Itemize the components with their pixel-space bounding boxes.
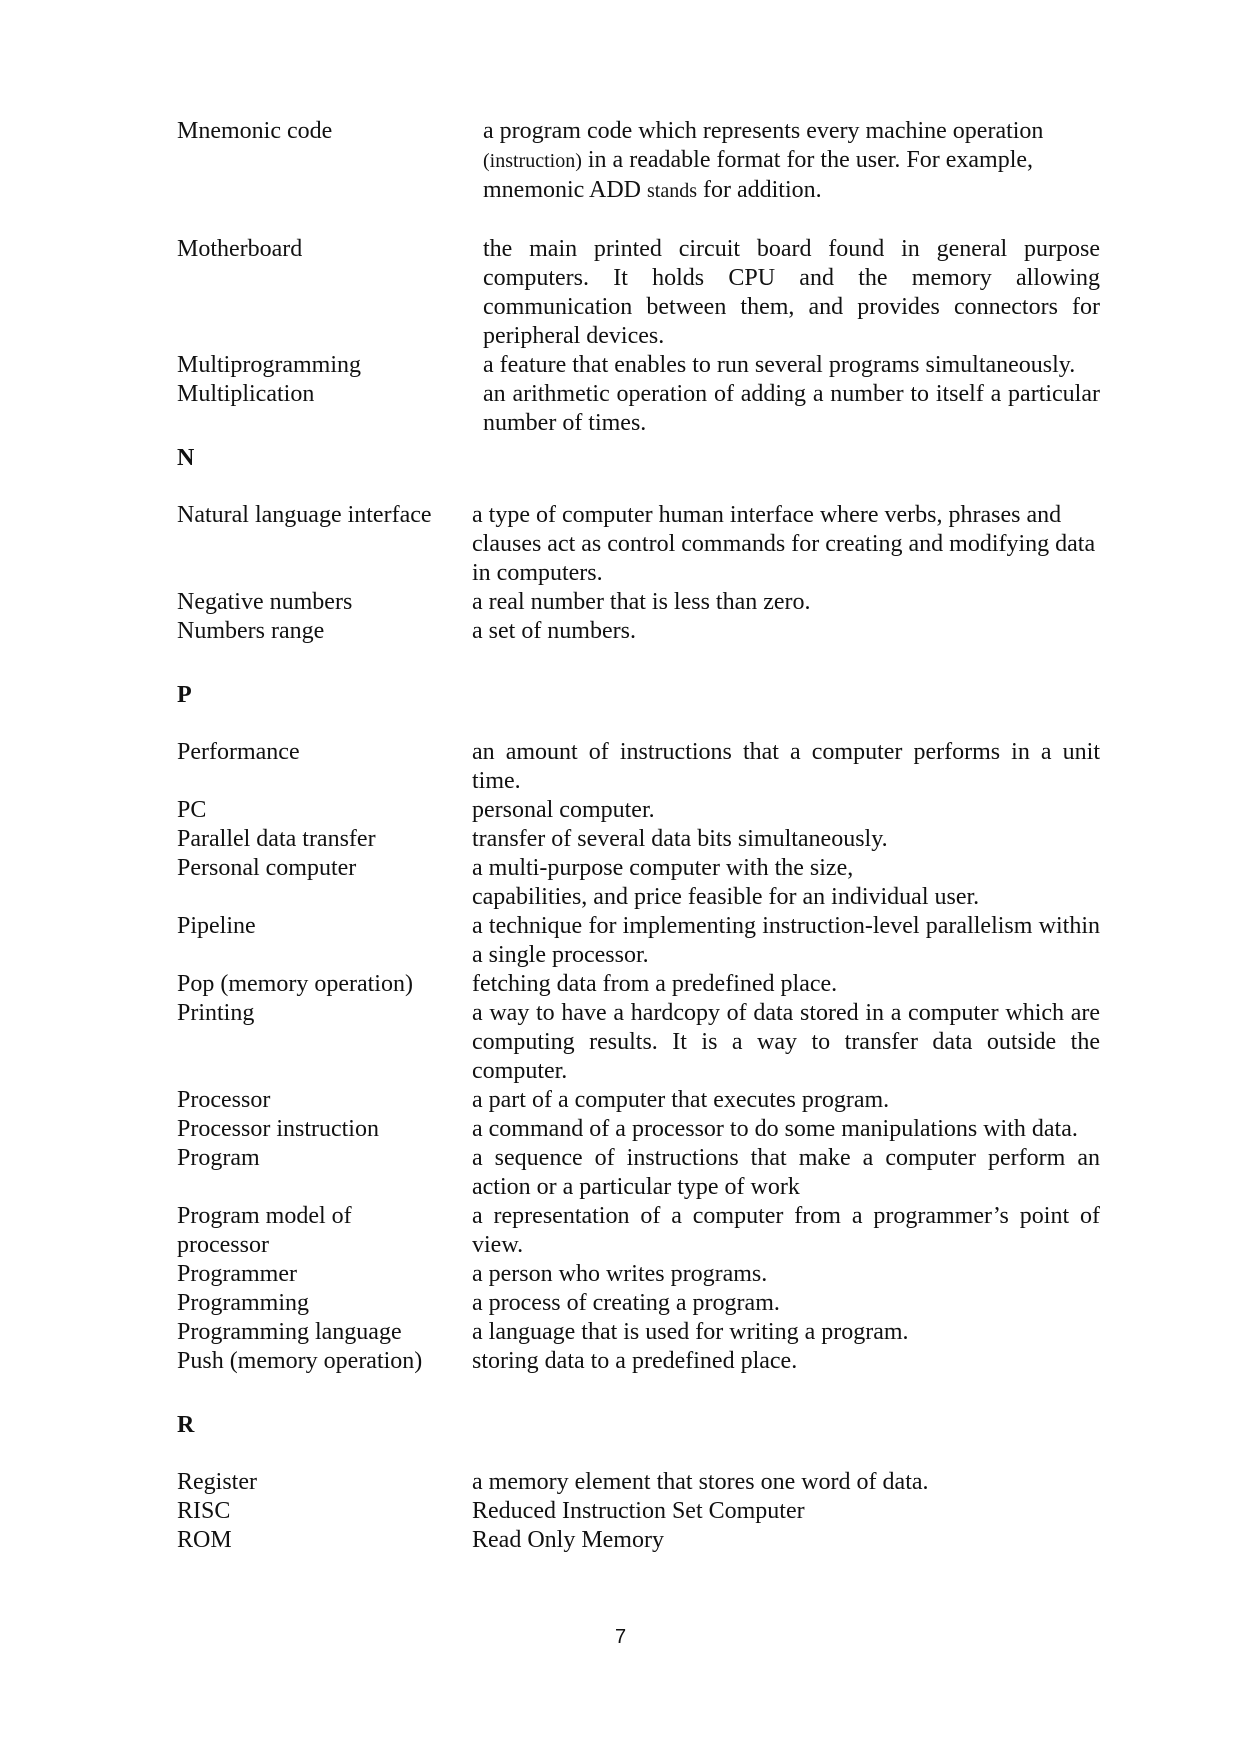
entry-term: ROM [177, 1527, 232, 1553]
entry-term: Processor instruction [177, 1116, 379, 1142]
glossary-page [177, 117, 1100, 1555]
glossary-entry [177, 1497, 1100, 1526]
entry-definition: a part of a computer that executes program. [472, 1087, 890, 1113]
entry-term: Programming [177, 1290, 309, 1316]
glossary-entry [177, 1289, 1100, 1318]
glossary-entry [177, 617, 1100, 646]
glossary-entry [177, 588, 1100, 617]
entry-term: Push (memory operation) [177, 1348, 423, 1374]
entry-definition: a set of numbers. [472, 618, 636, 644]
entry-term: Pipeline [177, 913, 256, 939]
section-m [177, 117, 1100, 438]
glossary-entry [177, 117, 1100, 206]
entry-term: Natural language interface [177, 502, 432, 528]
glossary-entry [177, 351, 1100, 380]
entry-definition: a feature that enables to run several programs simultaneously. [483, 352, 1076, 378]
entry-definition: a language that is used for writing a program. [472, 1319, 909, 1345]
entry-definition: a technique for implementing instruction-level parallelism within a single processor. [472, 913, 1100, 968]
term-line: processor [177, 1232, 269, 1258]
entry-definition: a command of a processor to do some manipulations with data. [472, 1116, 1078, 1142]
glossary-entry [177, 1260, 1100, 1289]
entry-term: PC [177, 797, 207, 823]
entry-definition: storing data to a predefined place. [472, 1348, 798, 1374]
entry-term: Program [177, 1145, 260, 1171]
entry-term: Performance [177, 739, 300, 765]
glossary-entry [177, 1318, 1100, 1347]
glossary-entry [177, 912, 1100, 970]
entry-term: Personal computer [177, 855, 357, 881]
glossary-entry [177, 1144, 1100, 1202]
entry-term: Mnemonic code [177, 118, 333, 144]
entry-term: Negative numbers [177, 589, 353, 615]
entry-definition: a way to have a hardcopy of data stored in a computer which are computing results. It is a way to transfer data outside the computer. [472, 1000, 1100, 1084]
entry-definition: fetching data from a predefined place. [472, 971, 838, 997]
definition-line: a multi-purpose computer with the size, [472, 855, 854, 881]
entry-term: Programmer [177, 1261, 297, 1287]
entry-definition: transfer of several data bits simultaneously. [472, 826, 888, 852]
entry-definition: a process of creating a program. [472, 1290, 780, 1316]
entry-definition: Reduced Instruction Set Computer [472, 1498, 805, 1524]
entry-term: Processor [177, 1087, 271, 1113]
entry-definition: a person who writes programs. [472, 1261, 768, 1287]
entry-definition: the main printed circuit board found in general purpose computers. It holds CPU and the memory allowing communication between them, and provides connectors for peripheral devices. [483, 236, 1100, 349]
entry-term: Motherboard [177, 236, 303, 262]
entry-term: RISC [177, 1498, 231, 1524]
entry-term: Programming language [177, 1319, 402, 1345]
entry-term [177, 1202, 472, 1260]
section-r [177, 1468, 1100, 1555]
entry-term: Multiprogramming [177, 352, 361, 378]
entry-definition: a real number that is less than zero. [472, 589, 811, 615]
entry-definition: a type of computer human interface where verbs, phrases and clauses act as control commands for creating and modifying data in computers. [472, 502, 1096, 586]
entry-term: Multiplication [177, 381, 315, 407]
glossary-entry [177, 501, 1100, 588]
glossary-entry [177, 1468, 1100, 1497]
glossary-entry [177, 970, 1100, 999]
term-line: Program model of [177, 1203, 352, 1229]
glossary-entry [177, 380, 1100, 438]
glossary-entry [177, 1347, 1100, 1376]
entry-term: Numbers range [177, 618, 325, 644]
entry-term: Register [177, 1469, 257, 1495]
entry-definition: a memory element that stores one word of data. [472, 1469, 929, 1495]
glossary-entry [177, 1202, 1100, 1260]
glossary-entry [177, 1115, 1100, 1144]
glossary-entry [177, 999, 1100, 1086]
glossary-entry [177, 1086, 1100, 1115]
glossary-entry [177, 738, 1100, 796]
entry-definition: an amount of instructions that a computer performs in a unit time. [472, 739, 1100, 794]
glossary-entry [177, 235, 1100, 351]
section-letter-n: N [177, 445, 195, 471]
entry-definition: a representation of a computer from a programmer’s point of view. [472, 1203, 1100, 1258]
entry-term: Parallel data transfer [177, 826, 376, 852]
page-number: 7 [614, 1626, 627, 1648]
section-letter-r: R [177, 1412, 195, 1438]
section-n [177, 501, 1100, 646]
entry-definition: a sequence of instructions that make a computer perform an action or a particular type of work [472, 1145, 1100, 1200]
glossary-entry [177, 825, 1100, 854]
entry-definition: a program code which represents every machine operation (instruction) in a readable format for the user. For example, mnemonic ADD stands for addition. [483, 118, 1044, 203]
entry-definition [472, 854, 1100, 912]
entry-definition: Read Only Memory [472, 1527, 664, 1553]
glossary-entry [177, 796, 1100, 825]
entry-definition: an arithmetic operation of adding a number to itself a particular number of times. [483, 381, 1100, 436]
entry-term: Printing [177, 1000, 255, 1026]
entry-definition: personal computer. [472, 797, 655, 823]
glossary-entry [177, 854, 1100, 912]
definition-line: capabilities, and price feasible for an individual user. [472, 884, 980, 910]
section-letter-p: P [177, 682, 192, 708]
entry-term: Pop (memory operation) [177, 971, 413, 997]
glossary-entry [177, 1526, 1100, 1555]
section-p [177, 738, 1100, 1376]
